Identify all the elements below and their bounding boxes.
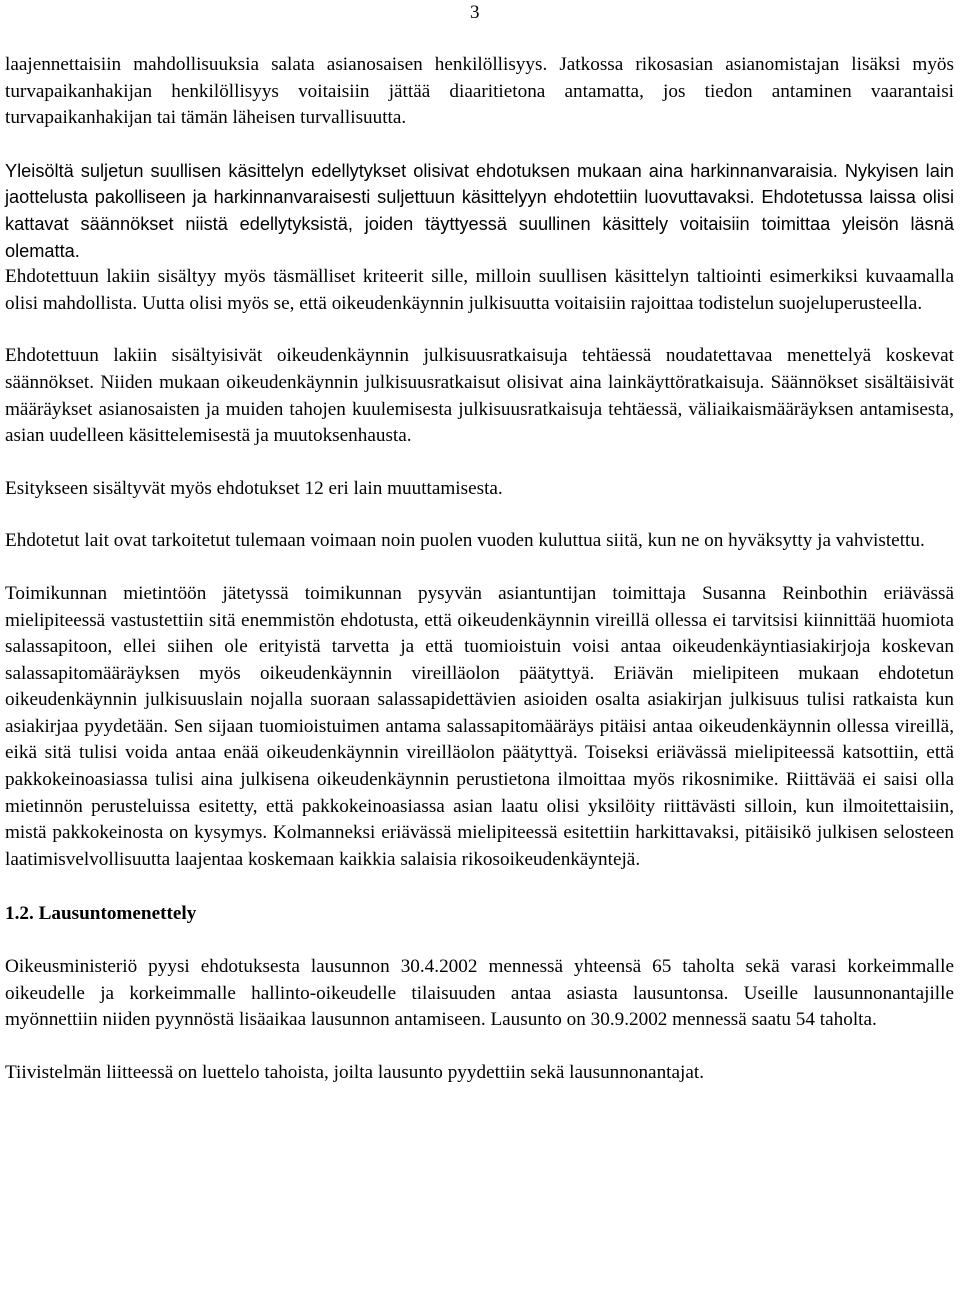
paragraph-dissenting-opinion: Toimikunnan mietintöön jätetyssä toimikunnan pysyvän asiantuntijan toimittaja Susanna Reinbothin eriävässä mielipiteessä vastustettiin sitä enemmistön ehdotusta, että oikeudenkäynnin vireillä ollessa ei tarvitsisi kiinnittää huomiota salassapitoon, ellei siihen ole erityistä tarvetta ja että tuomioistuin voisi antaa oikeudenkäyntiasiakirjoja koskevan salassapitomääräyksen myös oikeudenkäynnin vireilläolon päätyttyä. Eriävän mielipiteen mukaan ehdotetun oikeudenkäynnin julkisuuslain nojalla suoraan salassapidettävien asioiden osalta asiakirjan julkisuus tulisi ratkaista kun asiakirjaa pyydetään. Sen sijaan tuomioistuimen antama salassapitomääräys pitäisi antaa oikeudenkäynnin ollessa vireillä, eikä sitä tulisi voida antaa enää oikeudenkäynnin vireilläolon päätyttyä. Toiseksi eriävässä mielipiteessä katsottiin, että pakkokeinoasiassa tulisi aina julkisena oikeudenkäynnin perustietona ilmoittaa myös rikosnimike. Riittävää ei saisi olla mietinnön perusteluissa esitetty, että pakkokeinoasiassa asian laatu olisi yksilöity riittävästi silloin, kun ilmoitettaisiin, mistä pakkokeinosta on kysymys. Kolmanneksi eriävässä mielipiteessä esitettiin harkittavaksi, pitäisikö julkisen selosteen laatimisvelvollisuutta laajentaa koskemaan kaikkia salaisia rikosoikeudenkäyntejä. [5, 582, 954, 870]
paragraph-closed-hearing: Yleisöltä suljetun suullisen käsittelyn edellytykset olisivat ehdotuksen mukaan aina harkinnanvaraisia. Nykyisen lain jaottelusta pakolliseen ja harkinnanvaraisesti suljettuun käsittelyyn ehdotettiin luovuttavaksi. Ehdotetussa laissa olisi kattavat säännökset niistä edellytyksistä, joiden täyttyessä suullinen käsittely voitaisiin toimittaa yleisön läsnä olematta. [5, 160, 954, 261]
paragraph-procedure: Ehdotettuun lakiin sisältyisivät oikeudenkäynnin julkisuusratkaisuja tehtäessä noudatettavaa menettelyä koskevat säännökset. Niiden mukaan oikeudenkäynnin julkisuusratkaisut olisivat aina lainkäyttöratkaisuja. Säännökset sisältäisivät määräykset asianosaisten ja muiden tahojen kuulemisesta julkisuusratkaisuja tehtäessä, väliaikaismääräyksen antamisesta, asian uudelleen käsittelemisestä ja muutoksenhausta. [5, 345, 954, 447]
paragraph-consultation: Oikeusministeriö pyysi ehdotuksesta lausunnon 30.4.2002 mennessä yhteensä 65 taholta sekä varasi korkeimmalle oikeudelle ja korkeimmalle hallinto-oikeudelle tilaisuuden antaa asiasta lausuntonsa. Useille lausunnonantajille myönnettiin niiden pyynnöstä lisäaikaa lausunnon antamiseen. Lausunto on 30.9.2002 mennessä saatu 54 taholta. [5, 956, 954, 1031]
paragraph-entry-into-force: Ehdotetut lait ovat tarkoitetut tulemaan voimaan noin puolen vuoden kuluttua siitä, kun ne on hyväksytty ja vahvistettu. [5, 530, 925, 552]
paragraph-appendix-note: Tiivistelmän liitteessä on luettelo tahoista, joilta lausunto pyydettiin sekä lausunnonantajat. [5, 1061, 704, 1083]
document-body [5, 52, 954, 1086]
page-number: 3 [470, 2, 480, 23]
paragraph-amendments: Esitykseen sisältyvät myös ehdotukset 12 eri lain muuttamisesta. [5, 477, 503, 499]
paragraph-anonymity: laajennettaisiin mahdollisuuksia salata asianosaisen henkilöllisyys. Jatkossa rikosasian asianomistajan lisäksi myös turvapaikanhakijan henkilöllisyys voitaisiin jättää diaaritietona antamatta, jos tiedon antaminen vaarantaisi turvapaikanhakijan tai tämän läheisen turvallisuutta. [5, 54, 954, 129]
section-heading: 1.2. Lausuntomenettely [5, 903, 197, 925]
paragraph-recording-criteria: Ehdotettuun lakiin sisältyy myös täsmälliset kriteerit sille, milloin suullisen käsittelyn taltiointi esimerkiksi kuvaamalla olisi mahdollista. Uutta olisi myös se, että oikeudenkäynnin julkisuutta voitaisiin rajoittaa todistelun suojeluperusteella. [5, 266, 954, 314]
